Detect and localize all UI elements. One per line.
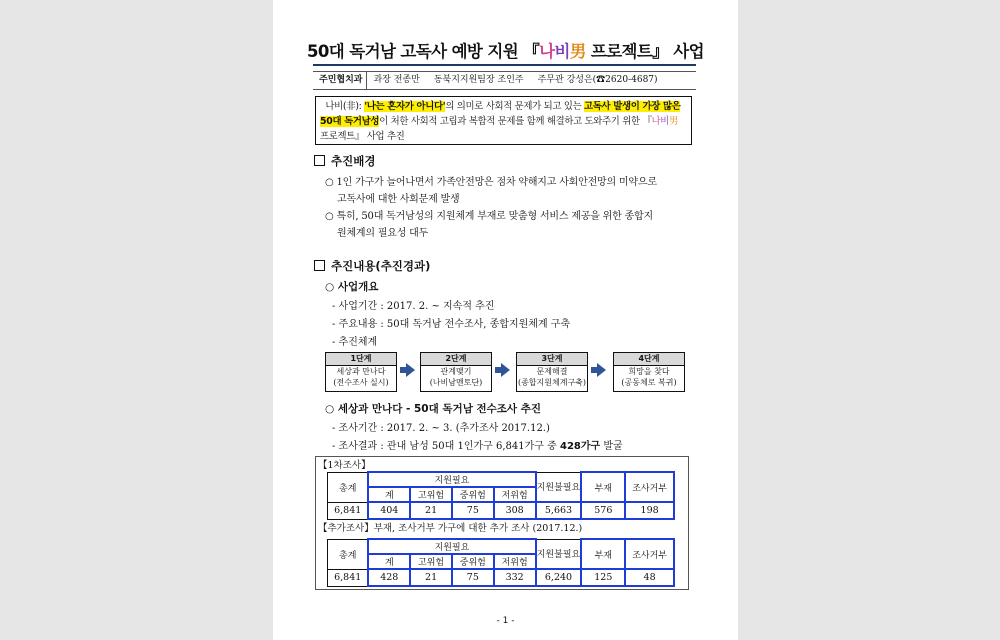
stage-2-line-2: (나비남멘토단)	[429, 378, 483, 387]
title-suffix: 프로젝트』 사업	[585, 42, 704, 61]
summary-highlight-1: '나는 혼자가 아니다'	[364, 101, 446, 112]
title-prefix: 50대 독거남 고독사 예방 지원 『	[307, 42, 540, 61]
summary-nabi-char-1: 나	[651, 116, 661, 127]
background-item-1a: ○ 1인 가구가 늘어나면서 가족안전망은 점차 약해지고 사회안전망의 미약으로	[325, 177, 657, 188]
background-item-2a: ○ 특히, 50대 독거남성의 지원체계 부재로 맞춤형 서비스 제공을 위한 종합지	[325, 211, 653, 222]
department-team: 동북지지원팀장 조인주	[433, 75, 524, 85]
header-total: 총계	[328, 539, 369, 569]
nabi-logo	[539, 42, 586, 61]
survey-result-count: 428가구	[559, 441, 601, 452]
table-1-label: 【1차조사】	[318, 460, 371, 471]
section-content-title: 추진내용(추진경과)	[331, 259, 431, 273]
header-sum: 계	[368, 487, 410, 502]
table-cell: 428	[368, 569, 410, 586]
department-manager: 과장 전종만	[373, 75, 420, 85]
section-checkbox-icon	[314, 260, 325, 271]
stage-4-line-1: 희망을 찾다	[628, 367, 670, 376]
stage-3-head: 3단계	[517, 353, 587, 366]
header-low: 저위험	[494, 487, 536, 502]
table-cell: 6,841	[328, 569, 369, 586]
summary-text-4: 프로젝트』 사업 추진	[320, 131, 405, 142]
summary-highlight-2: 고독사 발생이 가장 많은 50대 독거남성	[320, 101, 681, 127]
stage-2	[420, 352, 492, 392]
table-cell: 198	[625, 502, 674, 519]
summary-text-3: 이 처한 사회적 고립과 복합적 문제를 함께 해결하고 도와주기 위한 『	[379, 116, 652, 127]
header-high: 고위험	[410, 554, 452, 569]
stage-1	[325, 352, 397, 392]
survey-result	[332, 437, 623, 452]
nabi-char-1: 나	[539, 42, 555, 61]
header-support: 지원필요	[368, 539, 535, 554]
background-item-1b: 고독사에 대한 사회문제 발생	[337, 194, 460, 205]
section-background-title: 추진배경	[331, 154, 376, 168]
summary-box	[315, 96, 692, 145]
header-nosupport: 지원불필요	[536, 539, 582, 569]
stage-2-line-1: 관계맺기	[440, 367, 472, 376]
summary-text-2: 의 의미로 사회적 문제가 되고 있는	[445, 101, 585, 112]
summary-text-1: 나비(非):	[325, 101, 365, 112]
table-cell: 125	[581, 569, 625, 586]
header-mid: 중위험	[452, 554, 494, 569]
stage-4-head: 4단계	[614, 353, 684, 366]
stage-4-line-2: (공동체로 복귀)	[621, 378, 677, 387]
table-cell: 6,240	[536, 569, 582, 586]
table-cell: 576	[581, 502, 625, 519]
table-row	[328, 569, 675, 586]
overview-main: - 주요내용 : 50대 독거남 전수조사, 종합지원체계 구축	[332, 319, 571, 330]
stage-4	[613, 352, 685, 392]
document-page	[273, 0, 738, 640]
survey-period: - 조사기간 : 2017. 2. ~ 3. (추가조사 2017.12.)	[332, 423, 550, 434]
summary-nabi-char-3: 男	[669, 116, 679, 127]
header-refuse: 조사거부	[625, 539, 674, 569]
summary-nabi-logo	[652, 116, 679, 127]
nabi-char-3: 男	[569, 42, 586, 61]
stage-2-head: 2단계	[421, 353, 491, 366]
header-refuse: 조사거부	[625, 472, 674, 502]
table-row	[328, 502, 675, 519]
table-cell: 308	[494, 502, 536, 519]
table-cell: 6,841	[328, 502, 369, 519]
stage-3-line-1: 문제해결	[536, 367, 568, 376]
table-cell: 75	[452, 569, 494, 586]
right-arrow-icon	[406, 363, 415, 377]
survey-table-1	[327, 471, 675, 520]
table-cell: 404	[368, 502, 410, 519]
header-support: 지원필요	[368, 472, 535, 487]
background-item-2b: 원체계의 필요성 대두	[337, 228, 429, 239]
survey-table-2	[327, 538, 675, 587]
header-total: 총계	[328, 472, 369, 502]
table-cell: 21	[410, 569, 452, 586]
header-high: 고위험	[410, 487, 452, 502]
header-sum: 계	[368, 554, 410, 569]
section-background	[314, 153, 375, 169]
section-content	[314, 258, 430, 274]
section-checkbox-icon	[314, 155, 325, 166]
table-cell: 75	[452, 502, 494, 519]
summary-nabi-char-2: 비	[660, 116, 670, 127]
header-mid: 중위험	[452, 487, 494, 502]
overview-system: - 추진체계	[332, 337, 378, 348]
survey-result-text: - 조사결과 : 관내 남성 50대 1인가구 6,841가구 중	[332, 441, 560, 452]
overview-heading: ○ 사업개요	[325, 281, 379, 293]
overview-period: - 사업기간 : 2017. 2. ~ 지속적 추진	[332, 301, 495, 312]
survey-result-suffix: 발굴	[600, 441, 623, 452]
table-2-label: 【추가조사】부재, 조사거부 가구에 대한 추가 조사 (2017.12.)	[318, 523, 583, 534]
header-low: 저위험	[494, 554, 536, 569]
document-title	[273, 38, 738, 62]
header-absent: 부재	[581, 472, 625, 502]
header-absent: 부재	[581, 539, 625, 569]
right-arrow-icon	[501, 363, 510, 377]
title-rule	[313, 64, 696, 66]
department-line	[313, 71, 696, 90]
table-cell: 5,663	[536, 502, 582, 519]
stage-1-line-1: 세상과 만나다	[336, 367, 386, 376]
page-number: - 1 -	[496, 616, 515, 626]
right-arrow-icon	[597, 363, 606, 377]
header-nosupport: 지원불필요	[536, 472, 582, 502]
table-cell: 332	[494, 569, 536, 586]
table-cell: 48	[625, 569, 674, 586]
stage-3	[516, 352, 588, 392]
stage-3-line-2: (종합지원체계구축)	[517, 378, 587, 387]
department-label: 주민협치과	[313, 72, 367, 89]
department-officer: 주무관 강성은(☎2620-4687)	[537, 75, 658, 85]
table-cell: 21	[410, 502, 452, 519]
survey-heading: ○ 세상과 만나다 - 50대 독거남 전수조사 추진	[325, 403, 542, 415]
stage-1-head: 1단계	[326, 353, 396, 366]
nabi-char-2: 비	[554, 42, 570, 61]
stage-1-line-2: (전수조사 실시)	[333, 378, 389, 387]
